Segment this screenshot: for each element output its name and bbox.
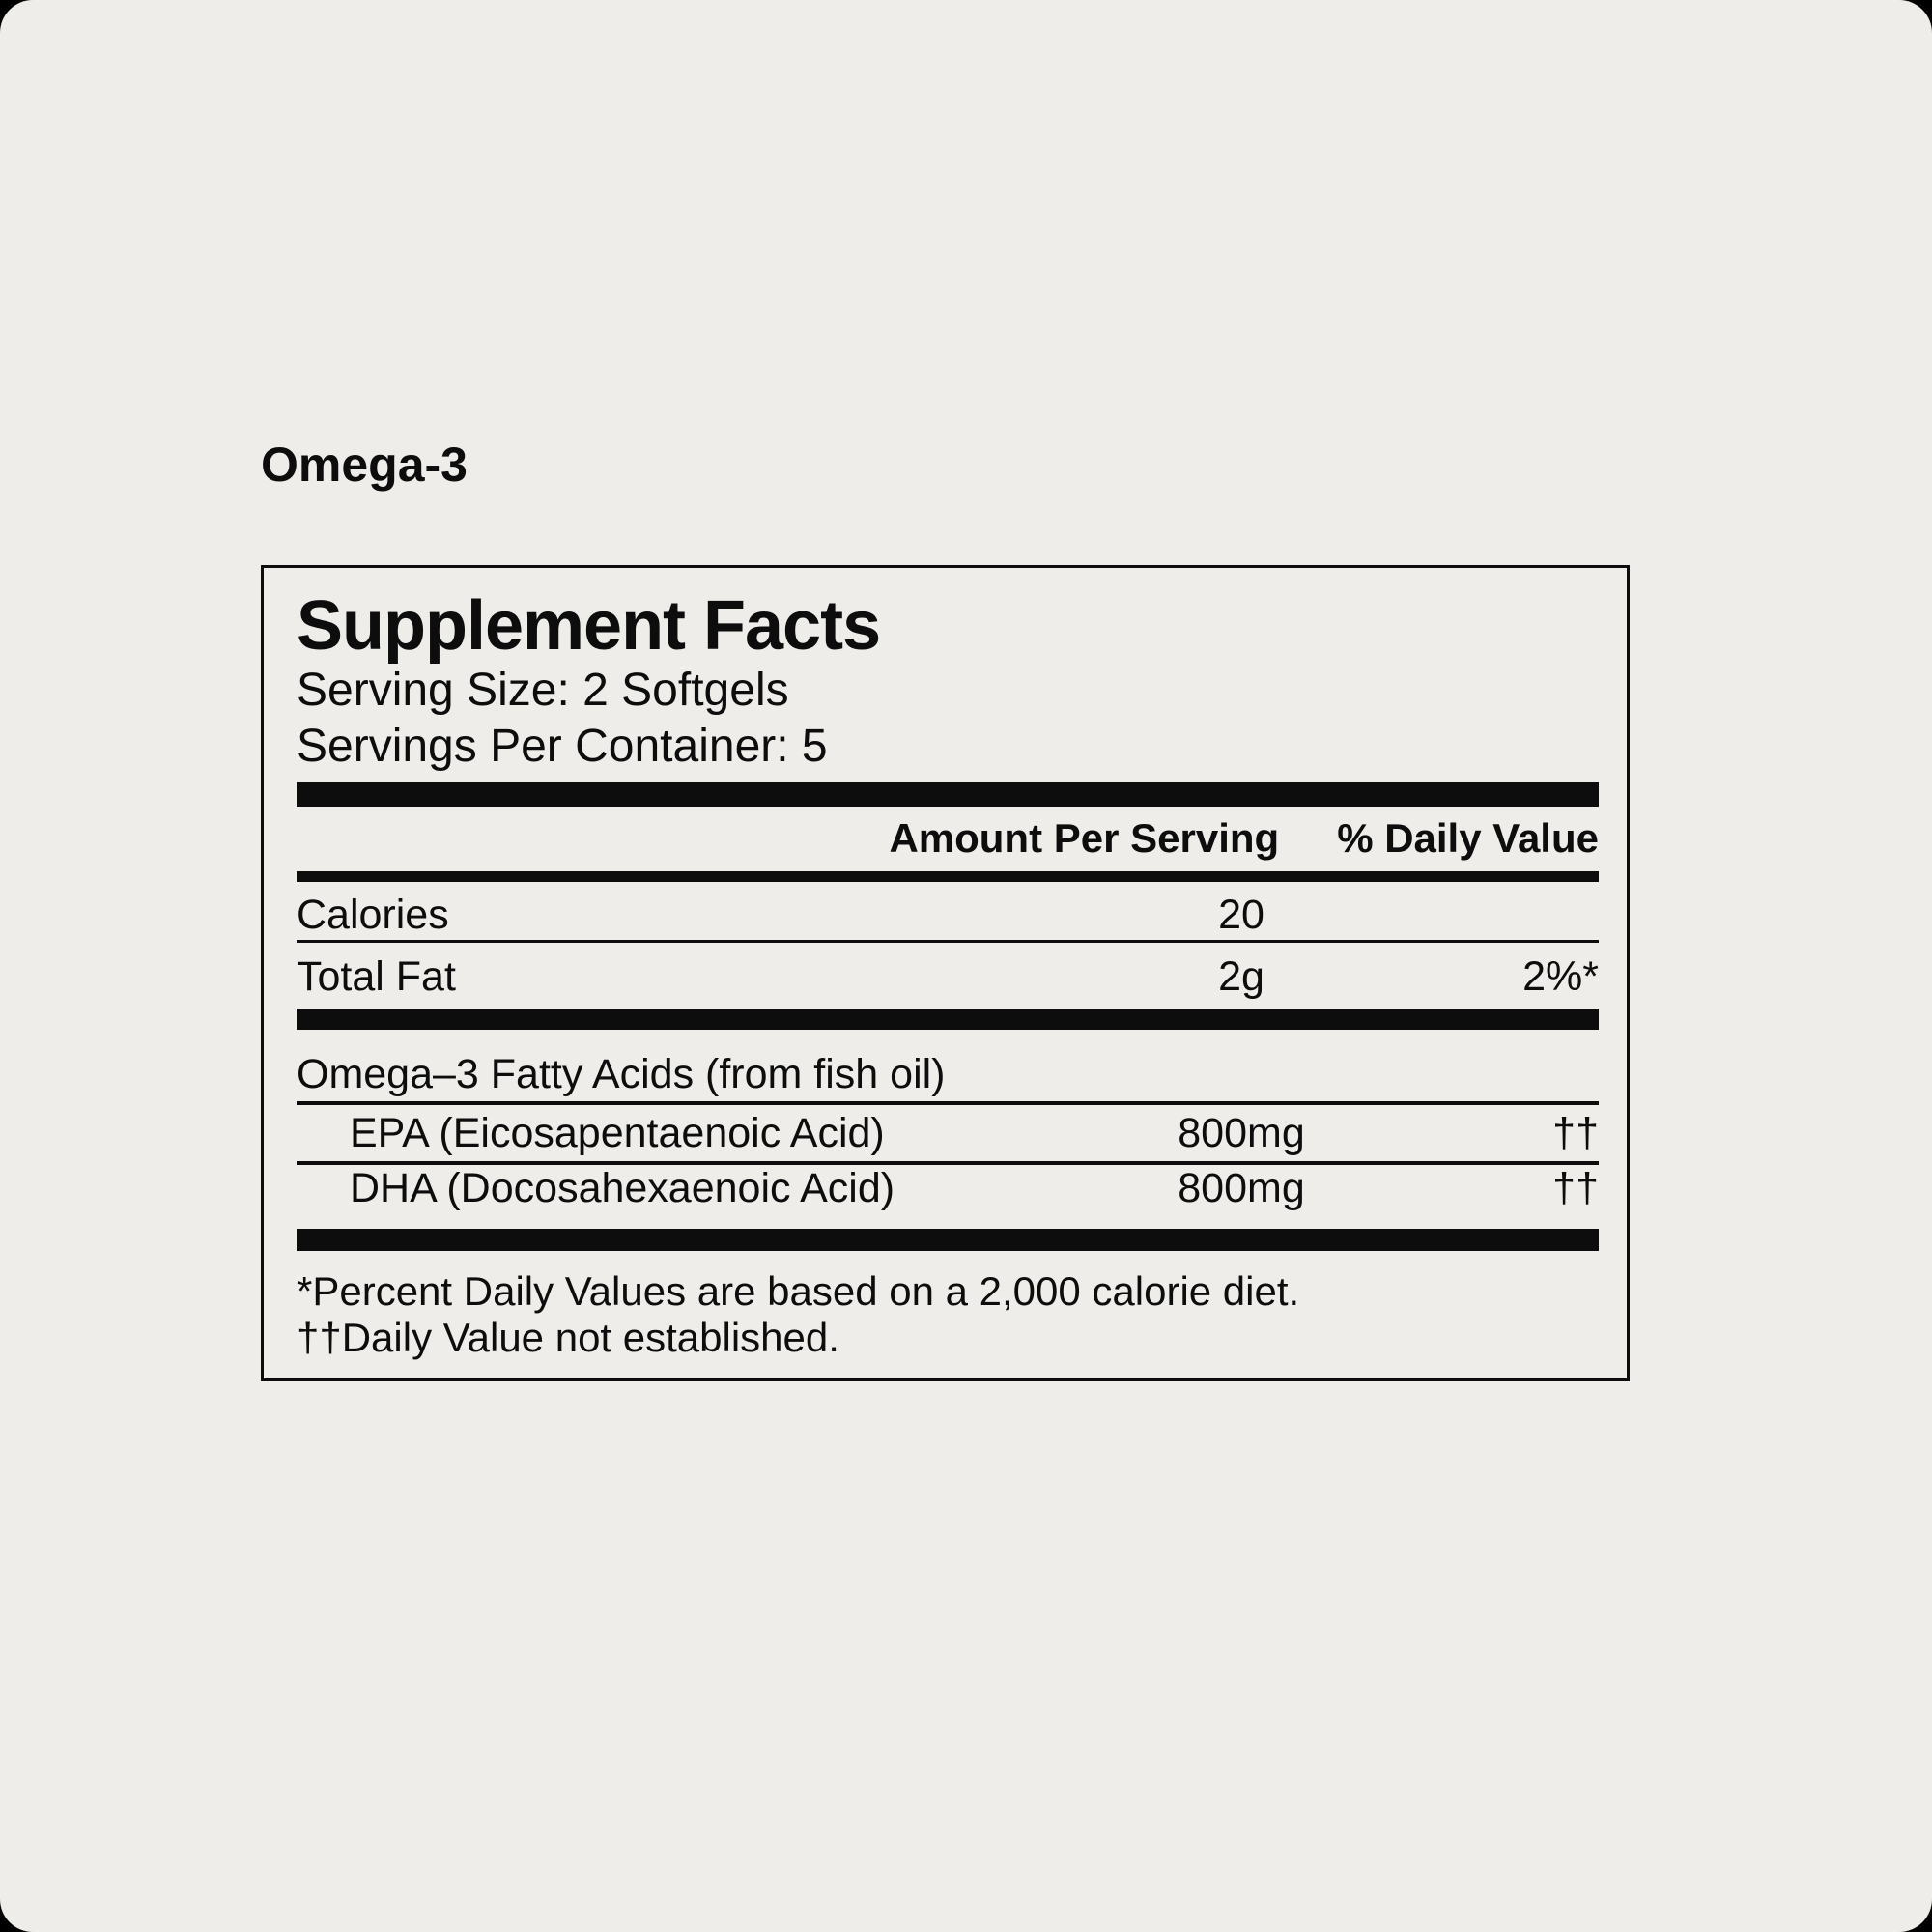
divider-bar-middle: [297, 1009, 1599, 1030]
epa-amount: 800mg: [1178, 1110, 1305, 1156]
calories-label: Calories: [297, 892, 449, 938]
calories-row: [297, 892, 1599, 938]
omega3-section-heading: Omega–3 Fatty Acids (from fish oil): [297, 1051, 946, 1097]
total-fat-row: [297, 953, 1599, 1000]
divider-rule-section: [297, 1101, 1599, 1105]
divider-bar-header: [297, 871, 1599, 882]
dha-label: DHA (Docosahexaenoic Acid): [350, 1165, 895, 1211]
epa-daily-value: ††: [1552, 1110, 1599, 1156]
divider-bar-bottom: [297, 1229, 1599, 1251]
amount-per-serving-header: Amount Per Serving: [889, 815, 1280, 861]
total-fat-daily-value: 2%*: [1522, 953, 1599, 1000]
dha-daily-value: ††: [1552, 1165, 1599, 1211]
dha-amount: 800mg: [1178, 1165, 1305, 1211]
divider-bar-top: [297, 782, 1599, 807]
column-header-row: [297, 815, 1599, 861]
epa-row: [297, 1110, 1599, 1156]
daily-value-not-established-footnote: ††Daily Value not established.: [297, 1315, 839, 1360]
daily-value-header: % Daily Value: [1337, 815, 1599, 861]
divider-rule-calories: [297, 940, 1599, 943]
serving-size-text: Serving Size: 2 Softgels: [297, 665, 789, 716]
calories-amount: 20: [1218, 892, 1264, 938]
percent-daily-value-footnote: *Percent Daily Values are based on a 2,000 calorie diet.: [297, 1268, 1300, 1314]
total-fat-label: Total Fat: [297, 953, 456, 1000]
total-fat-amount: 2g: [1218, 953, 1264, 1000]
supplement-facts-heading: Supplement Facts: [297, 587, 881, 665]
dha-row: [297, 1165, 1599, 1211]
product-title: Omega-3: [261, 438, 468, 492]
supplement-facts-panel: [261, 565, 1630, 1381]
epa-label: EPA (Eicosapentaenoic Acid): [350, 1110, 885, 1156]
servings-per-container-text: Servings Per Container: 5: [297, 721, 828, 772]
